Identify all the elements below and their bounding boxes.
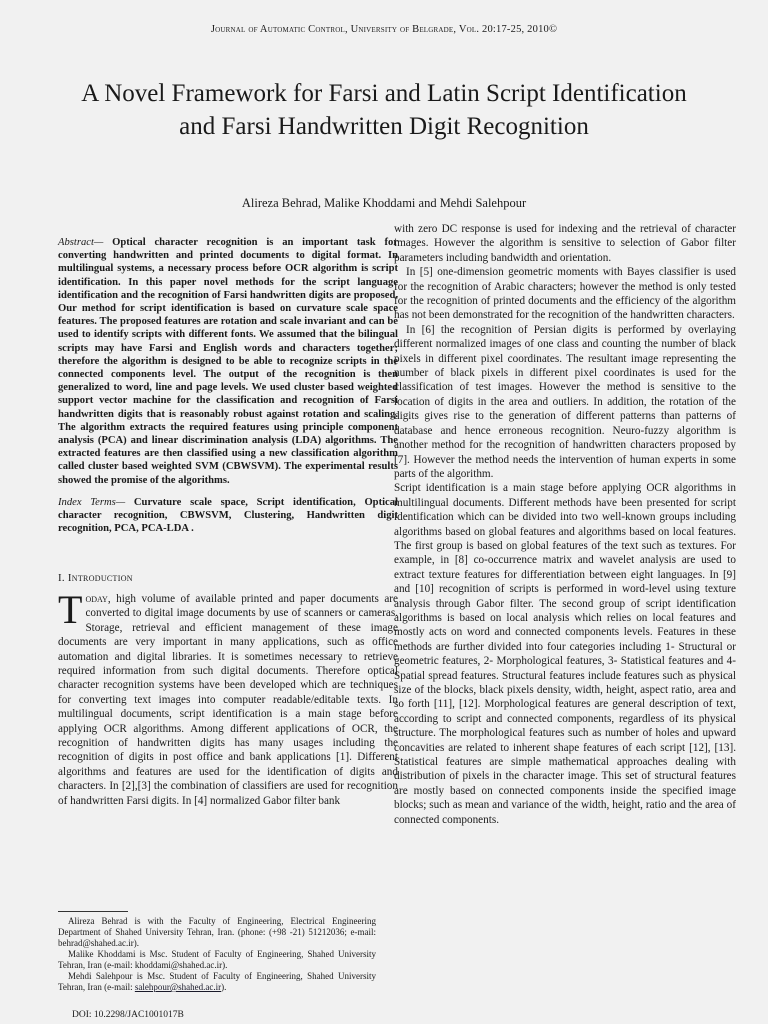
abstract-text: Optical character recognition is an important task for converting handwritten and printed documents to digital format. In multilingual systems, a necessary process before OCR algorithm is script identification. In this paper novel methods for the script language identification and the recognition of Farsi handwritten digits are proposed. Our method for script identification is based on curvature scale space features. The proposed features are rotation and scale invariant and can be used to identify scripts with different fonts. We assumed that the bilingual scripts may have Farsi and English words and characters together; therefore the algorithm is designed to be able to recognize scripts in the connected components level. The output of the recognition is then generalized to word, line and page levels. We used cluster based weighted support vector machine for the classification and recognition of Farsi handwritten digits that is reasonably robust against rotation and scaling. The algorithm extracts the required features using principle component analysis (PCA) and linear discrimination analysis (LDA) algorithms. The extracted features are then classified using a new classification algorithm called cluster based weighted SVM (CBWSVM). The experimental results showed the promise of the algorithms. <box>58 237 398 486</box>
abstract-lead: Abstract— <box>58 237 104 248</box>
left-column <box>58 236 398 808</box>
body-paragraph-2: In [5] one-dimension geometric moments with Bayes classifier is used for the recognition of Arabic characters; however the method is only tested for the recognition of printed documents and the efficiency of the algorithm has not been demonstrated for the recognition of the handwritten characters. <box>394 266 736 322</box>
journal-header: Journal of Automatic Control, University of Belgrade, Vol. 20:17-25, 2010© <box>210 24 558 35</box>
footnote-salehpour-end: ). <box>221 982 227 992</box>
email-link[interactable]: salehpour@shahed.ac.ir <box>134 982 222 992</box>
author-footnotes <box>58 916 376 993</box>
index-terms <box>58 496 398 536</box>
footnote-behrad: Alireza Behrad is with the Faculty of Engineering, Electrical Engineering Department of Shahed University Tehran, Iran. (phone: (+98 -21) 51212036; e-mail: behrad@shahed.ac.ir). <box>58 916 376 948</box>
drop-cap: T <box>58 586 83 632</box>
paper-authors: Alireza Behrad, Malike Khoddami and Mehdi Salehpour <box>241 196 527 210</box>
right-column <box>394 222 736 827</box>
doi: DOI: 10.2298/JAC1001017B <box>72 1010 184 1020</box>
body-paragraph-3: In [6] the recognition of Persian digits is performed by overlaying different normalized images of one class and counting the number of black pixels in different pixel coordinates. The resultant image representing the number of black pixels in different pixel coordinates is used for the classification of test images. However the method is sensitive to the location of digits in the area and outliers. In addition, the rotation of the digits gives rise to the generation of different patterns than patterns of database and hence erroneous recognition. Neuro-fuzzy algorithm is another method for the recognition of handwritten characters proposed by [7]. However the method needs the intervention of human experts in some parts of the algorithm. <box>394 323 736 480</box>
body-paragraph-1: with zero DC response is used for indexing and the retrieval of character images. However the algorithm is sensitive to selection of Gabor filter parameters including bandwidth and orientation. <box>394 223 736 264</box>
index-terms-lead: Index Terms— <box>58 496 126 508</box>
footnote-khoddami: Malike Khoddami is Msc. Student of Faculty of Engineering, Shahed University Tehran, Iran (e-mail: khoddami@shahed.ac.ir). <box>58 949 376 970</box>
paper-title: A Novel Framework for Farsi and Latin Script Identification and Farsi Handwritten Digit Recognition <box>81 80 687 140</box>
intro-small-caps: oday, <box>85 592 111 605</box>
body-paragraph-4: Script identification is a main stage before applying OCR algorithms in multilingual documents. Different methods have been presented for script identification which can be divided into two well-known groups including algorithms based on global features and algorithms based on local features. The first group is based on global features of the text such as textures. For example, in [8] co-occurrence matrix and wavelet analysis are used to extract texture features for differentiation between eight languages. In [9] and [10] recognition of scripts is performed in word-level using texture analysis through Gabor filter. The second group of script identification algorithms is based on local analysis which relies on local features and mostly acts on word and connected components levels. Features in these methods are further divided into four categories including 1- Structural or geometric features, 2- Morphological features, 3- Statistical features and 4- Spatial spread features. Structural features include features such as physical size of the blocks, black pixels density, width, height, aspect ratio, area and so forth [11], [12]. Morphological features are general description of text, according to script and connected components, regardless of its physical structure. The morphological features such as number of holes and upward concavities are related to inherent shape features of each script [12], [13]. Statistical features are simple mathematical approaches dealing with distribution of pixels in the character image. This set of structural features are mostly based on connected components inside the specified image blocks; such as mean and variance of the width, height, ratio and the area of connected components. <box>394 482 736 826</box>
index-terms-text: Curvature scale space, Script identification, Optical character recognition, CBWSVM, Clustering, Handwritten digit recognition, PCA, PCA-LDA . <box>58 496 398 535</box>
section-heading-introduction: I. Introduction <box>58 572 133 585</box>
footnote-rule <box>58 911 128 912</box>
footnote-salehpour <box>58 971 376 993</box>
footnote-salehpour-text: Mehdi Salehpour is Msc. Student of Faculty of Engineering, Shahed University Tehran, Iran (e-mail: <box>58 971 376 992</box>
intro-paragraph <box>58 586 398 808</box>
intro-text: high volume of available printed and paper documents are converted to digital image documents by use of scanners or cameras. Storage, retrieval and efficient management of these image documents are very important in many applications, such as office automation and digital libraries. It is sometimes necessary to retrieve required information from such digital documents. Therefore optical character recognition systems have been developed which are techniques for converting text images into computer readable/editable texts. In multilingual documents, script identification is a main stage before applying OCR algorithms. Among different applications of OCR, the recognition of handwritten digits has many usages including the recognition of digits in post office and bank applications [1]. Different algorithms and features are used for the identification of digits and characters. In [2],[3] the combination of classifiers are used for recognition of handwritten Farsi digits. In [4] normalized Gabor filter bank <box>58 592 398 807</box>
abstract <box>58 236 398 487</box>
